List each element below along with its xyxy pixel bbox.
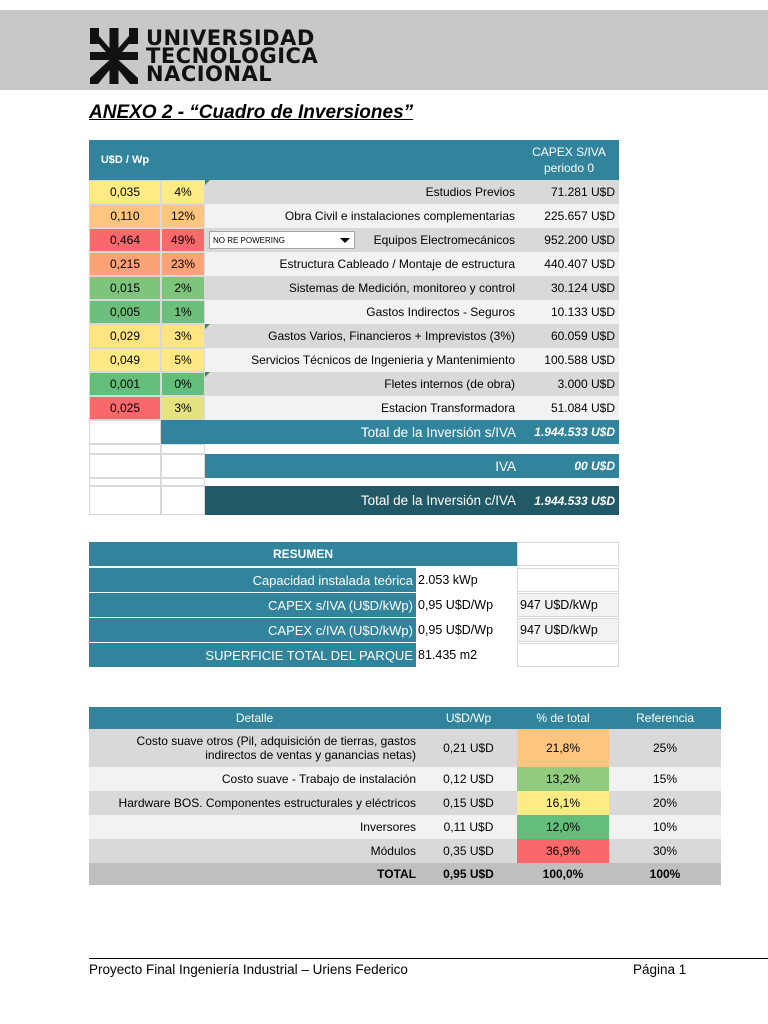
detalle-row	[89, 815, 721, 839]
resumen-row	[89, 593, 619, 617]
item-value: 10.133 U$D	[519, 300, 619, 324]
percent-cell: 3%	[161, 396, 205, 420]
investment-row	[89, 372, 619, 396]
detalle-label: Hardware BOS. Componentes estructurales y eléctricos	[89, 791, 420, 815]
resumen-value: 81.435 m2	[418, 648, 478, 662]
item-value: 51.084 U$D	[519, 396, 619, 420]
detalle-label: Costo suave - Trabajo de instalación	[89, 767, 420, 791]
ratio-cell: 0,049	[89, 348, 161, 372]
item-label: Gastos Indirectos - Seguros	[205, 300, 519, 324]
total-siva-value: 1.944.533 U$D	[519, 420, 619, 444]
item-label: Estacion Transformadora	[205, 396, 519, 420]
item-value: 71.281 U$D	[519, 180, 619, 204]
ratio-cell: 0,215	[89, 252, 161, 276]
resumen-row	[89, 618, 619, 642]
item-label: Gastos Varios, Financieros + Imprevistos (3%)	[205, 324, 519, 348]
percent-cell: 3%	[161, 324, 205, 348]
detalle-row	[89, 729, 721, 767]
ratio-cell: 0,035	[89, 180, 161, 204]
resumen-value: 2.053 kWp	[418, 573, 478, 587]
referencia-header: Referencia	[609, 707, 721, 729]
iva-value: 00 U$D	[519, 454, 619, 478]
item-value: 952.200 U$D	[519, 228, 619, 252]
resumen-label: CAPEX s/IVA (U$D/kWp)	[89, 593, 416, 617]
item-value: 225.657 U$D	[519, 204, 619, 228]
referencia-value: 15%	[609, 767, 721, 791]
item-label: Fletes internos (de obra)	[205, 372, 519, 396]
total-label: TOTAL	[89, 863, 420, 885]
percent-cell: 4%	[161, 180, 205, 204]
logo-line-2: TECNOLOGICA	[146, 44, 319, 68]
utn-logo-icon	[90, 28, 138, 84]
university-logo	[90, 28, 318, 84]
percent-cell: 1%	[161, 300, 205, 324]
referencia-value: 30%	[609, 839, 721, 863]
ratio-cell: 0,029	[89, 324, 161, 348]
item-label: Estudios Previos	[205, 180, 519, 204]
ratio-cell: 0,025	[89, 396, 161, 420]
ratio-cell: 0,015	[89, 276, 161, 300]
logo-line-3: NACIONAL	[146, 62, 273, 86]
total-siva-label: Total de la Inversión s/IVA	[161, 420, 519, 444]
iva-row	[89, 454, 619, 478]
capex-header-line2: periodo 0	[543, 161, 595, 175]
detalle-total-row	[89, 863, 721, 885]
detalle-row	[89, 839, 721, 863]
total-pct: 100,0%	[517, 863, 609, 885]
pct-total-value: 12,0%	[517, 815, 609, 839]
item-label: Sistemas de Medición, monitoreo y control	[205, 276, 519, 300]
pct-total-header: % de total	[517, 707, 609, 729]
resumen-value: 0,95 U$D/Wp	[418, 623, 494, 637]
usd-wp-value: 0,21 U$D	[420, 729, 517, 767]
logo-text	[146, 26, 319, 86]
resumen-value-kwp	[517, 643, 619, 667]
ratio-cell: 0,464	[89, 228, 161, 252]
document-title: ANEXO 2 - “Cuadro de Inversiones”	[89, 102, 414, 123]
item-label: Servicios Técnicos de Ingenieria y Mantenimiento	[205, 348, 519, 372]
detalle-label: Módulos	[89, 839, 420, 863]
logo-line-1: UNIVERSIDAD	[146, 26, 315, 50]
comment-marker	[205, 324, 210, 329]
item-label: Equipos Electromecánicos	[205, 228, 519, 252]
pct-total-value: 16,1%	[517, 791, 609, 815]
capex-header	[519, 140, 619, 180]
dropdown-value: NO RE POWERING	[213, 235, 286, 245]
detalle-label: Costo suave otros (Pil, adquisición de tierras, gastos indirectos de ventas y ganancias netas)	[89, 729, 420, 767]
resumen-value: 0,95 U$D/Wp	[418, 598, 494, 612]
total-civa-row	[89, 486, 619, 515]
item-value: 3.000 U$D	[519, 372, 619, 396]
item-label: Obra Civil e instalaciones complementarias	[205, 204, 519, 228]
referencia-value: 20%	[609, 791, 721, 815]
comment-marker	[205, 372, 210, 377]
usd-wp-value: 0,15 U$D	[420, 791, 517, 815]
detalle-row	[89, 791, 721, 815]
percent-cell: 12%	[161, 204, 205, 228]
footer-left-text: Proyecto Final Ingeniería Industrial – Uriens Federico	[89, 962, 408, 977]
usd-wp-header: U$D/Wp	[420, 707, 517, 729]
referencia-value: 25%	[609, 729, 721, 767]
item-label: Estructura Cableado / Montaje de estructura	[205, 252, 519, 276]
item-value: 440.407 U$D	[519, 252, 619, 276]
resumen-header-row	[89, 542, 619, 566]
resumen-value-kwp	[517, 568, 619, 592]
resumen-title: RESUMEN	[89, 542, 517, 566]
item-value: 100.588 U$D	[519, 348, 619, 372]
detalle-label: Inversores	[89, 815, 420, 839]
resumen-label: CAPEX c/IVA (U$D/kWp)	[89, 618, 416, 642]
total-usd: 0,95 U$D	[420, 863, 517, 885]
item-value: 30.124 U$D	[519, 276, 619, 300]
usd-wp-value: 0,12 U$D	[420, 767, 517, 791]
referencia-value: 10%	[609, 815, 721, 839]
page-number: Página 1	[633, 962, 687, 977]
percent-cell: 0%	[161, 372, 205, 396]
resumen-row	[89, 643, 619, 667]
investment-row	[89, 348, 619, 372]
capex-header-line1: CAPEX S/IVA	[532, 145, 606, 159]
investment-row	[89, 252, 619, 276]
resumen-row	[89, 568, 619, 592]
investment-row	[89, 396, 619, 420]
pct-total-value: 21,8%	[517, 729, 609, 767]
total-ref: 100%	[609, 863, 721, 885]
detalle-header: Detalle	[89, 707, 420, 729]
item-value: 60.059 U$D	[519, 324, 619, 348]
resumen-label: SUPERFICIE TOTAL DEL PARQUE	[89, 643, 416, 667]
pct-total-value: 36,9%	[517, 839, 609, 863]
ratio-cell: 0,110	[89, 204, 161, 228]
total-civa-label: Total de la Inversión c/IVA	[205, 486, 519, 515]
total-siva-row	[89, 420, 619, 444]
iva-label: IVA	[205, 454, 519, 478]
percent-cell: 23%	[161, 252, 205, 276]
detalle-header-row	[89, 707, 721, 729]
header-spacer	[161, 140, 519, 180]
percent-cell: 49%	[161, 228, 205, 252]
resumen-value-kwp: 947 U$D/kWp	[517, 618, 619, 642]
chevron-down-icon	[340, 238, 350, 243]
percent-cell: 2%	[161, 276, 205, 300]
comment-marker	[205, 180, 210, 185]
resumen-value-kwp: 947 U$D/kWp	[517, 593, 619, 617]
usd-wp-value: 0,35 U$D	[420, 839, 517, 863]
investment-header-row	[89, 140, 619, 180]
investment-row	[89, 204, 619, 228]
footer-divider	[89, 958, 768, 959]
ratio-header: U$D / Wp	[89, 140, 161, 180]
ratio-cell: 0,005	[89, 300, 161, 324]
investment-row	[89, 324, 619, 348]
pct-total-value: 13,2%	[517, 767, 609, 791]
investment-row	[89, 276, 619, 300]
detalle-row	[89, 767, 721, 791]
total-civa-value: 1.944.533 U$D	[519, 486, 619, 515]
percent-cell: 5%	[161, 348, 205, 372]
repowering-dropdown[interactable]	[209, 231, 355, 249]
investment-row	[89, 228, 619, 252]
usd-wp-value: 0,11 U$D	[420, 815, 517, 839]
resumen-label: Capacidad instalada teórica	[89, 568, 416, 592]
ratio-cell: 0,001	[89, 372, 161, 396]
investment-row	[89, 300, 619, 324]
investment-row	[89, 180, 619, 204]
